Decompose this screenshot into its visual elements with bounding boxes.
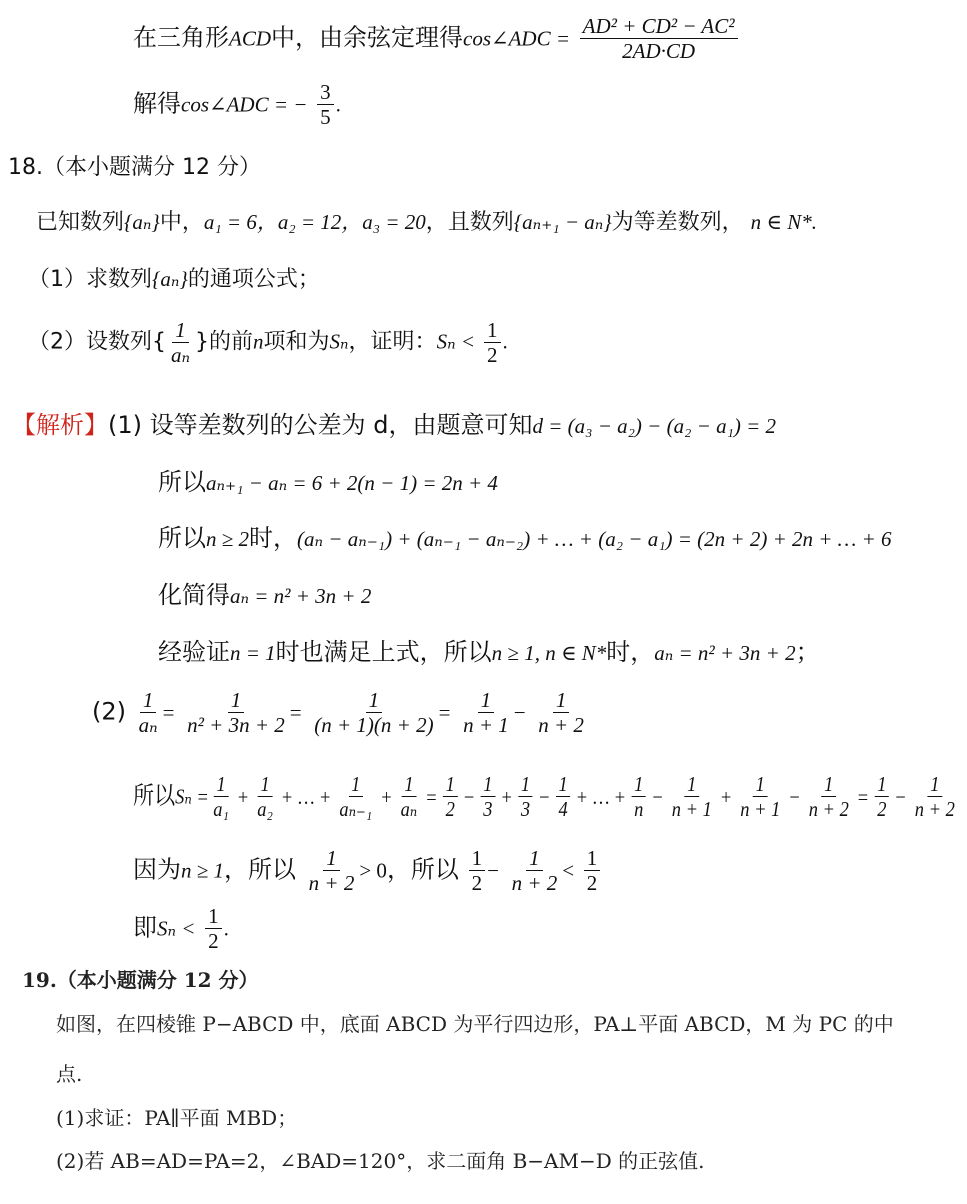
sum-term-fraction: [518, 772, 532, 821]
denominator: n + 1: [740, 797, 781, 822]
numerator: 1: [258, 772, 272, 797]
denominator: 2: [586, 871, 598, 896]
denominator: n + 2: [914, 797, 955, 822]
denominator: 3: [483, 797, 493, 822]
cos-expression: cos∠ADC = −: [181, 92, 308, 117]
text: 时，: [249, 524, 298, 552]
label: (2): [92, 697, 126, 726]
var-n: n: [253, 329, 264, 354]
fraction: [184, 688, 288, 737]
numerator: 1: [584, 846, 601, 871]
fraction: [509, 846, 561, 895]
math: aₙ = n² + 3n + 2: [654, 641, 796, 665]
period: .: [335, 92, 341, 117]
denominator: 2: [445, 797, 455, 822]
sum-s: Sₙ =: [175, 784, 209, 809]
operator: + … +: [277, 784, 335, 809]
solution-line-5: [158, 632, 820, 667]
sum-term-fraction: [211, 772, 232, 821]
solution-bound-line: [133, 846, 602, 895]
operator: =: [421, 784, 442, 809]
cosine-fraction: [580, 14, 738, 63]
q19-stem-line-2: 点.: [56, 1062, 83, 1086]
denominator: a₂: [257, 797, 273, 822]
operator: +: [376, 784, 397, 809]
sum-term-fraction: [337, 772, 375, 821]
text: （2）设数列{: [28, 329, 166, 355]
minus: −: [487, 858, 499, 883]
sum-term-fraction: [632, 772, 646, 821]
text: 因为: [133, 855, 181, 884]
text: }的前: [195, 329, 254, 355]
operator: +: [233, 784, 253, 809]
solution-line-2: [158, 462, 498, 497]
sequence: {aₙ}: [152, 267, 188, 291]
fraction: [306, 846, 358, 895]
denominator: aₙ₋₁: [339, 797, 373, 822]
fraction: [460, 688, 512, 737]
semicolon: ；: [795, 638, 820, 666]
period: .: [223, 916, 229, 941]
solution-sum-line: [133, 772, 959, 821]
denominator: 2: [471, 871, 483, 896]
numerator: 1: [632, 772, 646, 797]
numerator: 1: [469, 846, 486, 871]
condition: n ≥ 1: [181, 858, 225, 883]
numerator: 1: [526, 846, 543, 871]
q19-header: 19.（本小题满分 12 分）: [22, 968, 259, 992]
q19-part-2: (2)若 AB=AD=PA=2，∠BAD=120°，求二面角 B−AM−D 的正弦值.: [56, 1149, 705, 1173]
text: 的通项公式；: [187, 267, 320, 292]
q19-part-1: (1)求证：PA∥平面 MBD；: [56, 1106, 298, 1130]
denominator: n + 2: [538, 713, 584, 738]
text: 中，由余弦定理得: [271, 23, 463, 52]
sequence: {aₙ}: [124, 210, 160, 234]
solution-line-4: [158, 575, 371, 610]
fraction: [584, 846, 601, 895]
text: ，且数列: [425, 210, 514, 235]
condition: n ≥ 2: [206, 527, 250, 551]
numerator: 1: [366, 688, 383, 713]
sum-term-fraction: [481, 772, 495, 821]
numerator: 1: [205, 904, 222, 929]
sum-term-fraction: [556, 772, 570, 821]
numerator: 1: [172, 318, 189, 343]
numerator: 1: [518, 772, 532, 797]
numerator: 1: [140, 688, 157, 713]
sum-term-fraction: [912, 772, 957, 821]
operator: −: [459, 784, 479, 809]
numerator: AD² + CD² − AC²: [580, 14, 738, 39]
text: 项和为: [263, 329, 330, 355]
text: 所以: [133, 781, 176, 810]
numerator: 1: [214, 772, 228, 797]
numerator: 1: [323, 846, 340, 871]
text: (1) 设等差数列的公差为 d，由题意可知: [108, 411, 533, 439]
denominator: n + 2: [511, 871, 558, 896]
condition: n ≥ 1, n ∈ N*: [491, 641, 607, 665]
text: （1）求数列: [28, 267, 152, 292]
math: aₙ₊₁ − aₙ = 6 + 2(n − 1) = 2n + 4: [206, 471, 498, 495]
numerator: 1: [685, 772, 699, 797]
text: 已知数列: [36, 210, 125, 235]
numerator: 1: [349, 772, 363, 797]
gt-zero: > 0: [359, 858, 387, 883]
sum-term-fraction: [738, 772, 783, 821]
q18-header: 18.（本小题满分 12 分）: [8, 155, 261, 180]
operator: =: [853, 784, 873, 809]
operator: +: [716, 784, 736, 809]
numerator: 1: [402, 772, 416, 797]
triangle-name: ACD: [229, 26, 271, 51]
denominator: aₙ: [171, 343, 191, 368]
denominator: 2AD·CD: [622, 39, 696, 64]
numerator: 1: [478, 688, 495, 713]
denominator: n: [634, 797, 644, 822]
denominator: 2: [487, 343, 498, 368]
solution-conclusion: [133, 904, 229, 953]
sum-term-fraction: [875, 772, 889, 821]
denominator: n² + 3n + 2: [187, 713, 285, 738]
condition: n = 1: [230, 641, 276, 665]
math: aₙ = n² + 3n + 2: [230, 584, 372, 608]
operator: + … +: [572, 784, 630, 809]
numerator: 3: [317, 80, 334, 105]
numerator: 1: [556, 772, 570, 797]
sum-s: Sₙ: [329, 329, 349, 354]
solution-line-1: [12, 405, 776, 440]
initial-values: a₁ = 6，a₂ = 12，a₃ = 20: [203, 210, 426, 234]
q18-part-2: [28, 318, 508, 367]
text: 在三角形: [133, 23, 229, 52]
denominator: aₙ: [400, 797, 418, 822]
numerator: 1: [753, 772, 767, 797]
text: 为等差数列，: [611, 210, 744, 235]
text: 所以: [158, 524, 206, 552]
text: 中，: [159, 210, 204, 235]
denominator: 2: [877, 797, 887, 822]
q18-part-1: [28, 262, 320, 293]
denominator: n + 2: [808, 797, 849, 822]
denominator: 5: [320, 105, 331, 130]
operator: −: [890, 784, 911, 809]
text: 时，: [606, 638, 655, 666]
denominator: a₁: [213, 797, 229, 822]
operator: +: [496, 784, 517, 809]
numerator: 1: [822, 772, 836, 797]
prev-line-1: [133, 14, 740, 63]
denominator: (n + 1)(n + 2): [314, 713, 434, 738]
domain: n ∈ N*.: [750, 210, 817, 234]
result-fraction: [317, 80, 334, 129]
period: .: [502, 329, 508, 354]
fraction: [535, 688, 587, 737]
inequality: Sₙ <: [157, 916, 196, 941]
denominator: 2: [208, 929, 219, 954]
q18-stem: [36, 205, 817, 236]
denominator: 3: [520, 797, 531, 822]
fraction: [469, 846, 486, 895]
half-fraction: [484, 318, 501, 367]
lt: <: [562, 858, 575, 883]
numerator: 1: [875, 772, 889, 797]
denominator: n + 1: [671, 797, 712, 822]
text: ，所以: [386, 855, 459, 884]
denominator: n + 2: [308, 871, 355, 896]
text: ，证明：: [348, 329, 437, 355]
math: (aₙ − aₙ₋₁) + (aₙ₋₁ − aₙ₋₂) + … + (a₂ − a₁) = (2n + 2) + 2n + … + 6: [297, 527, 892, 551]
math: d = (a₃ − a₂) − (a₂ − a₁) = 2: [532, 414, 777, 438]
numerator: 1: [928, 772, 942, 797]
reciprocal-fraction: [168, 318, 193, 367]
sum-terms: [209, 772, 959, 822]
difference-sequence: {aₙ₊₁ − aₙ}: [513, 210, 612, 234]
text: 解得: [133, 89, 181, 118]
text: ，所以: [224, 855, 297, 884]
sum-term-fraction: [398, 772, 420, 821]
denominator: n + 1: [463, 713, 509, 738]
analysis-tag: 【解析】: [12, 411, 108, 439]
fraction: [136, 688, 161, 737]
solution-line-3: [158, 518, 892, 553]
sum-term-fraction: [806, 772, 851, 821]
operator: −: [534, 784, 555, 809]
sum-term-fraction: [669, 772, 714, 821]
fraction: [205, 904, 222, 953]
sum-term-fraction: [443, 772, 457, 821]
numerator: 1: [443, 772, 457, 797]
text: 经验证: [158, 638, 230, 666]
text: 化简得: [158, 581, 230, 609]
solution-part-2: (2) $\frac{1}{\text{aₙ}}$ = $\frac{1}{\text{n² + 3n + 2}}$ = $\frac{1}{(n + 1)(n + 2)}$ = $\frac{1}{n + 1}$ − $\frac{1}{n + 2}$: [92, 688, 589, 737]
q19-stem-line-1: 如图，在四棱锥 P−ABCD 中，底面 ABCD 为平行四边形，PA⊥平面 ABCD，M 为 PC 的中: [56, 1012, 894, 1036]
text: 即: [133, 913, 157, 942]
cos-expression: cos∠ADC =: [463, 26, 571, 51]
numerator: 1: [228, 688, 245, 713]
operator: −: [647, 784, 668, 809]
sum-term-fraction: [255, 772, 276, 821]
fraction: [311, 688, 436, 737]
prev-line-2: [133, 80, 341, 129]
inequality: Sₙ <: [436, 329, 475, 354]
text: 所以: [158, 468, 206, 496]
numerator: 1: [553, 688, 570, 713]
text: 时也满足上式，所以: [275, 638, 492, 666]
denominator: 4: [558, 797, 568, 822]
operator: −: [784, 784, 805, 809]
denominator: aₙ: [138, 713, 158, 738]
numerator: 1: [484, 318, 501, 343]
numerator: 1: [481, 772, 495, 797]
